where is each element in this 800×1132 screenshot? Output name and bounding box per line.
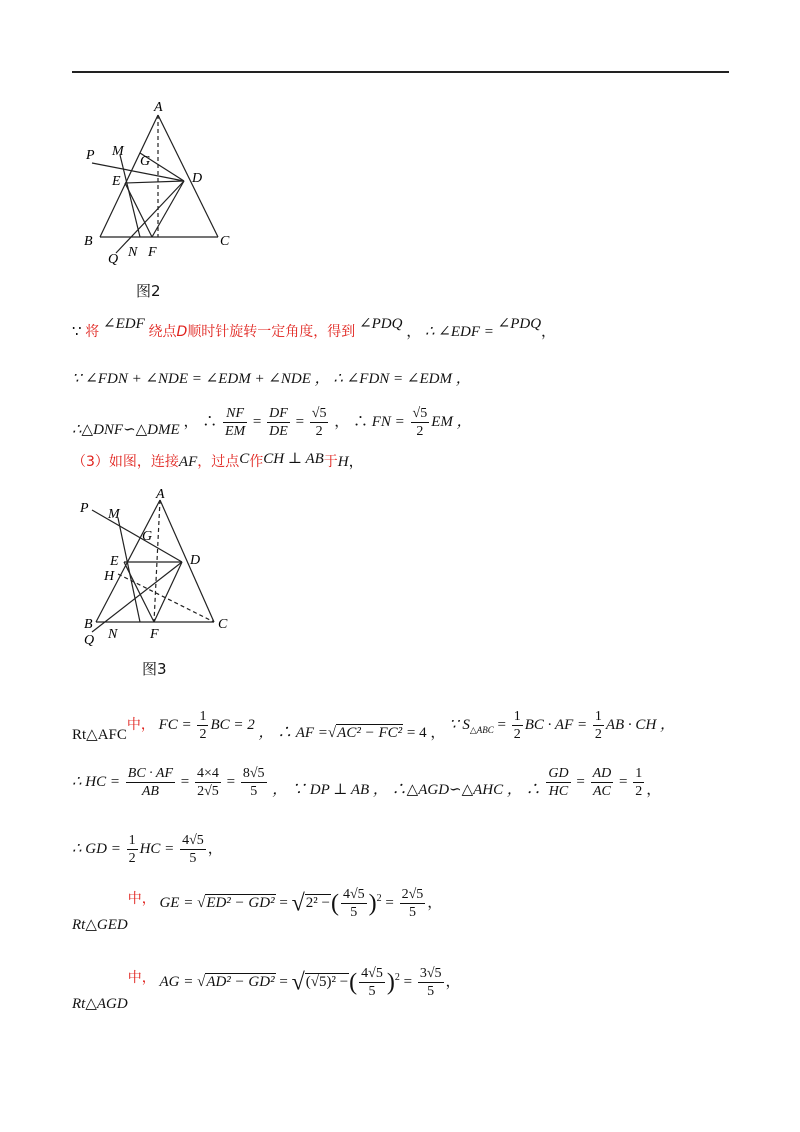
line-rt-afc: Rt△AFC中， FC = $\frac{1}{2}$ BC = 2 ， ∴ AF =√AC² − FC² = 4 ， ∵ $S_{\triangle ABC}$ = $\frac{1}{2}$ BC · AF = $\frac{1}{2}$ AB · CH ， <box>72 709 676 743</box>
line-angle-equality: ∵ ∠FDN + ∠NDE = ∠EDM + ∠NDE ， ∴ ∠FDN = ∠EDM ， <box>72 371 471 387</box>
line-gd: ∴ GD = $\frac{1}{2}$ HC = $\frac{4√5}{5}$ ， <box>72 833 223 866</box>
fig2-label-b: B <box>84 234 93 249</box>
fig3-label-h: H <box>104 569 115 584</box>
fig2-label-c: C <box>220 234 230 249</box>
fig3-label-d: D <box>190 553 201 568</box>
fig3-label-a: A <box>156 487 165 502</box>
line-rotation: ∵ 将 ∠EDF 绕点D顺时针旋转一定角度，得到 ∠PDQ ， ∴ ∠EDF = ∠PDQ， <box>72 316 557 340</box>
fig3-label-e: E <box>110 554 119 569</box>
fig2-label-p: P <box>86 148 95 163</box>
fig3-label-m: M <box>108 507 120 522</box>
fig3-label-q: Q <box>84 633 95 648</box>
fig3-label-g: G <box>142 529 153 544</box>
line-rt-ged: Rt△GED中， GE = √ED² − GD² = √2² −( $\frac{4√5}{5}$ )$^2$ = $\frac{2√5}{5}$ ， <box>72 887 443 933</box>
header-rule <box>72 71 729 73</box>
figure-2-caption: 图2 <box>136 282 161 300</box>
fig2-label-a: A <box>154 100 163 115</box>
line-hc: ∴ HC = $\frac{BC \cdot AF}{AB}$ = $\frac{4\times 4}{2√5}$ = $\frac{8√5}{5}$ ， ∵ DP ⊥ AB ， ∴△AGD∽△AHC ， ∴ $\frac{GD}{HC}$ = $\frac{AD}{AC}$ = $\frac{1}{2}$ ， <box>72 766 662 799</box>
fig2-label-e: E <box>112 174 121 189</box>
fig2-label-g: G <box>140 154 151 169</box>
fig2-label-m: M <box>112 144 124 159</box>
line-part3-setup: （3）如图，连接AF，过点C作CH ⊥ AB于H， <box>72 451 364 470</box>
figure-3-caption: 图3 <box>142 660 167 678</box>
fig3-label-p: P <box>80 501 89 516</box>
fig3-label-n: N <box>108 627 118 642</box>
fig2-label-d: D <box>192 171 203 186</box>
line-similar-dnf: ∴△DNF∽△DME ， ∴ $\frac{NF}{EM}$ = $\frac{DF}{DE}$ = $\frac{√5}{2}$ ， ∴ FN = $\frac{√5}{2}$ EM ， <box>72 406 472 439</box>
figure-2 <box>80 95 260 275</box>
line-rt-agd: Rt△AGD中， AG = √AD² − GD² = √(√5)² −( $\frac{4√5}{5}$ )$^2$ = $\frac{3√5}{5}$ ， <box>72 966 461 1012</box>
fig3-label-b: B <box>84 617 93 632</box>
figure-3 <box>78 482 258 652</box>
fig2-label-n: N <box>128 245 138 260</box>
fig2-label-q: Q <box>108 252 119 267</box>
fig3-label-f: F <box>150 627 159 642</box>
fig2-label-f: F <box>148 245 157 260</box>
fig3-label-c: C <box>218 617 228 632</box>
